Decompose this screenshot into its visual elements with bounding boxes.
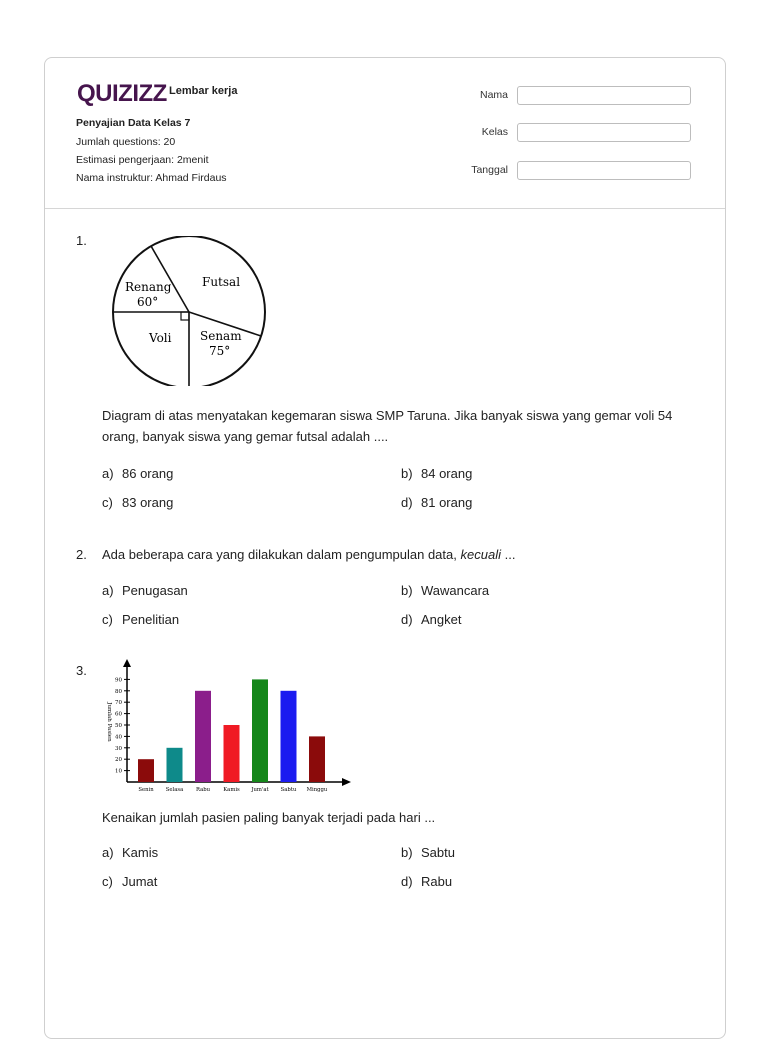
option-letter: c): [102, 495, 113, 510]
y-tick-label: 90: [115, 677, 122, 684]
question-2-text-main: Ada beberapa cara yang dilakukan dalam pengumpulan data,: [102, 547, 457, 562]
x-tick-label: Minggu: [306, 787, 328, 793]
question-3-option-b[interactable]: [401, 845, 455, 860]
bar-senin: [138, 759, 154, 782]
question-2-option-c[interactable]: [102, 612, 179, 627]
option-text: Wawancara: [421, 583, 490, 598]
pie-label-voli: Voli: [149, 331, 172, 345]
x-axis-arrow: [342, 778, 351, 786]
x-tick-label: Selasa: [165, 787, 184, 793]
question-1-option-c[interactable]: [102, 495, 173, 510]
question-2-option-d[interactable]: [401, 612, 461, 627]
option-letter: d): [401, 612, 413, 627]
x-tick-label: Senin: [138, 787, 154, 793]
name-label: Nama: [479, 89, 508, 101]
question-3-text: Kenaikan jumlah pasien paling banyak terjadi pada hari ...: [102, 810, 436, 825]
question-1-option-b[interactable]: [401, 466, 472, 481]
question-1-text: Diagram di atas menyatakan kegemaran siswa SMP Taruna. Jika banyak siswa yang gemar voli 54 orang, banyak siswa yang gemar futsal adalah ....: [102, 408, 673, 444]
y-axis-arrow: [123, 659, 131, 667]
option-text: 81 orang: [421, 495, 473, 510]
option-text: Rabu: [421, 874, 453, 889]
question-2-text: [102, 544, 702, 565]
y-tick-label: 10: [115, 768, 122, 775]
pie-label-senam: Senam: [200, 329, 242, 343]
option-text: Angket: [421, 612, 462, 627]
estimated-time: Estimasi pengerjaan: 2menit: [76, 154, 209, 166]
option-text: Penelitian: [122, 612, 180, 627]
pie-label-renang-angle: 60°: [137, 295, 159, 309]
question-3-option-c[interactable]: [102, 874, 157, 889]
y-tick-label: 70: [115, 700, 122, 707]
bar-rabu: [195, 691, 211, 782]
y-tick-label: 40: [115, 734, 122, 741]
question-2-text-end: ...: [504, 547, 516, 562]
y-tick-label: 20: [115, 757, 122, 764]
option-text: 83 orang: [122, 495, 174, 510]
option-letter: c): [102, 612, 113, 627]
question-3-option-a[interactable]: [102, 845, 158, 860]
class-field[interactable]: [517, 123, 691, 142]
bar-kamis: [224, 725, 240, 782]
y-tick-label: 30: [115, 745, 122, 752]
bar-sabtu: [281, 691, 297, 782]
bar-jumat: [252, 679, 268, 782]
pie-label-senam-angle: 75°: [209, 344, 231, 358]
option-letter: d): [401, 874, 413, 889]
worksheet: [44, 57, 726, 1039]
date-field[interactable]: [517, 161, 691, 180]
option-text: Kamis: [122, 845, 159, 860]
x-tick-label: Rabu: [195, 787, 211, 793]
question-3-option-d[interactable]: [401, 874, 452, 889]
name-field[interactable]: [517, 86, 691, 105]
bar-minggu: [309, 736, 325, 782]
x-tick-label: Kamis: [223, 787, 240, 793]
questions-count: Jumlah questions: 20: [76, 136, 176, 148]
pie-label-renang: Renang: [125, 280, 172, 294]
option-text: Penugasan: [122, 583, 188, 598]
pie-label-futsal: Futsal: [202, 275, 241, 289]
question-1-option-a[interactable]: [102, 466, 173, 481]
bar-chart: [101, 658, 353, 796]
option-letter: b): [401, 583, 413, 598]
question-2-option-b[interactable]: [401, 583, 489, 598]
option-letter: a): [102, 466, 114, 481]
question-1-option-d[interactable]: [401, 495, 472, 510]
option-text: Jumat: [122, 874, 158, 889]
option-letter: a): [102, 845, 114, 860]
bar-selasa: [167, 748, 183, 782]
question-3-number: 3.: [76, 663, 87, 678]
quizizz-logo: QUIZIZZ: [77, 80, 167, 107]
y-axis-label: Jumlah Pasien: [106, 702, 112, 742]
option-letter: b): [401, 466, 413, 481]
y-tick-label: 80: [115, 688, 122, 695]
option-text: Sabtu: [421, 845, 455, 860]
question-2-number: 2.: [76, 547, 87, 562]
option-letter: c): [102, 874, 113, 889]
y-tick-label: 60: [115, 711, 122, 718]
option-text: 84 orang: [421, 466, 473, 481]
worksheet-header: [45, 58, 725, 209]
date-label: Tanggal: [471, 164, 508, 176]
question-2-option-a[interactable]: [102, 583, 188, 598]
x-tick-label: Sabtu: [280, 787, 297, 793]
worksheet-subtitle: Lembar kerja: [169, 85, 238, 97]
question-2-text-italic: kecuali: [460, 547, 501, 562]
class-label: Kelas: [481, 126, 508, 138]
option-letter: d): [401, 495, 413, 510]
pie-chart: [109, 236, 269, 386]
option-letter: b): [401, 845, 413, 860]
worksheet-title: Penyajian Data Kelas 7: [76, 117, 191, 129]
option-text: 86 orang: [122, 466, 174, 481]
y-tick-label: 50: [115, 723, 122, 729]
question-1-number: 1.: [76, 233, 87, 248]
instructor-name: Nama instruktur: Ahmad Firdaus: [76, 172, 227, 184]
option-letter: a): [102, 583, 114, 598]
x-tick-label: Jum'at: [251, 787, 269, 793]
